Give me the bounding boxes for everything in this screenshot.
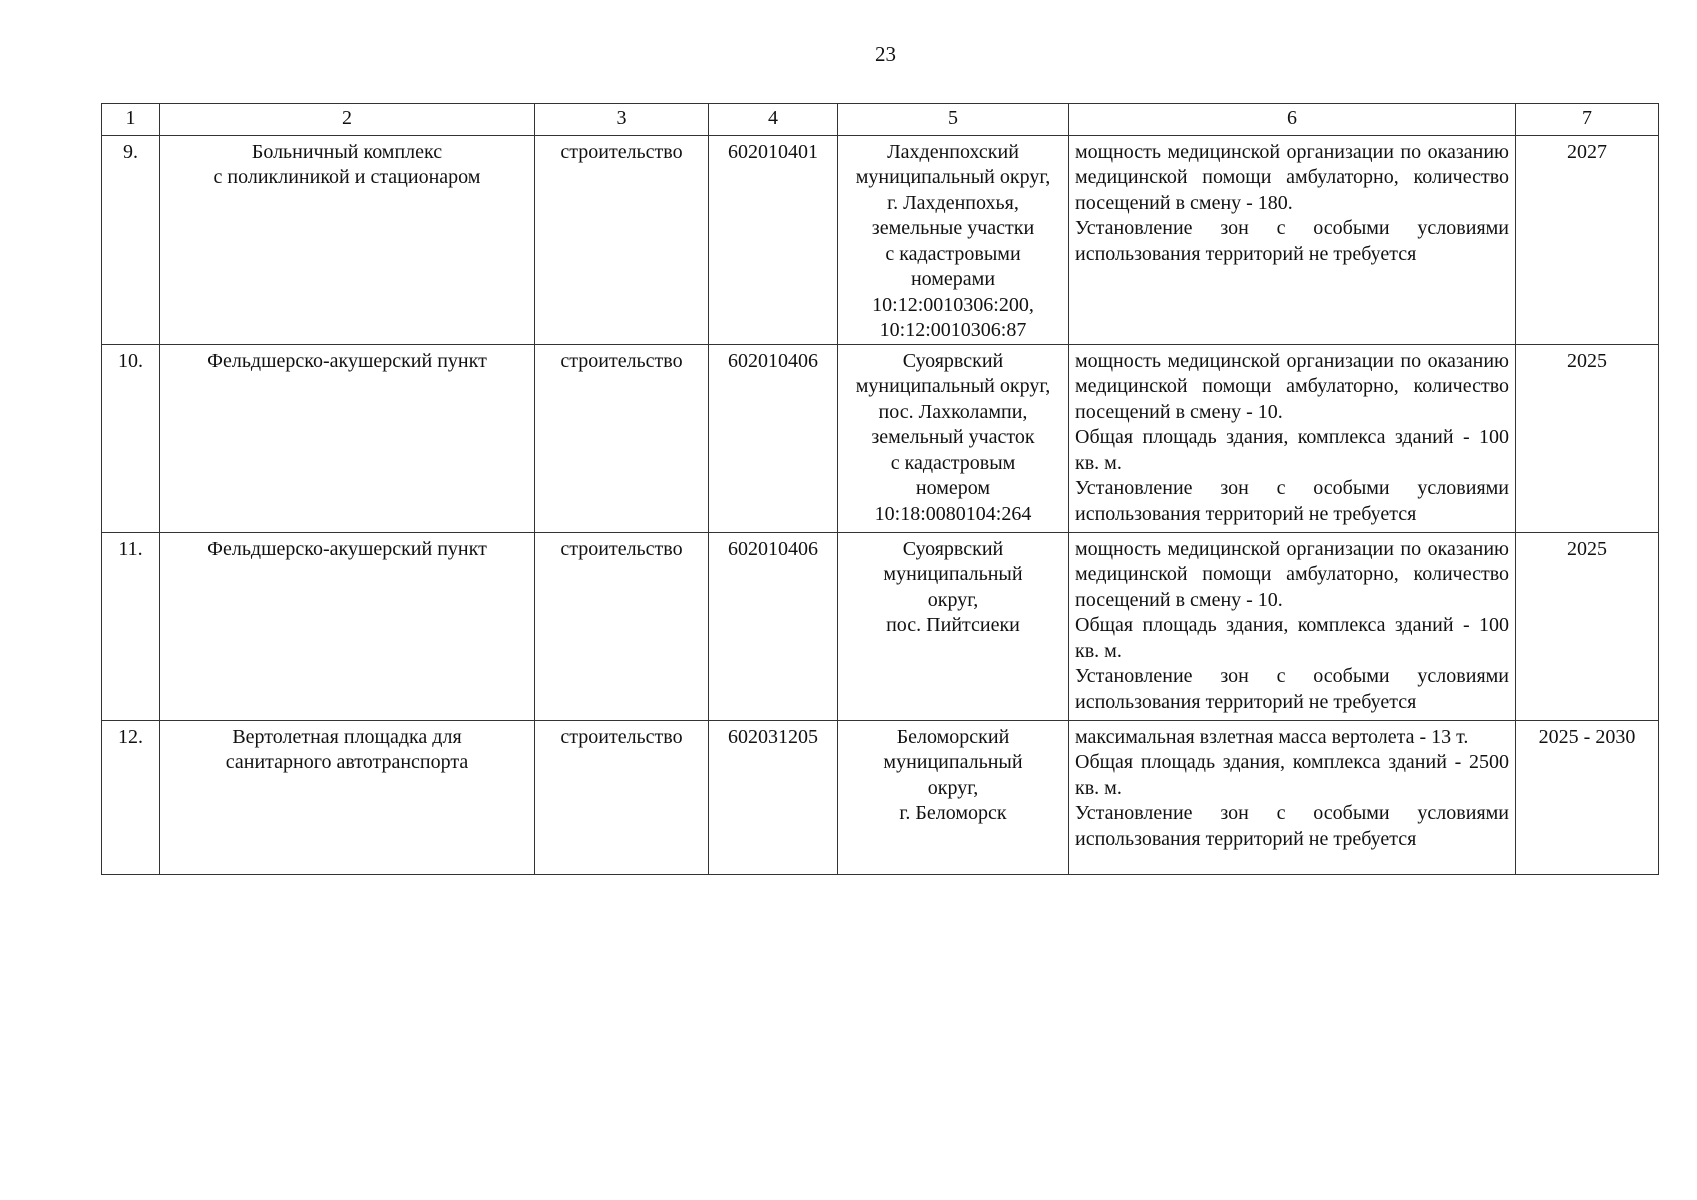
object-location xyxy=(838,532,1069,720)
object-name-line: Вертолетная площадка для xyxy=(232,725,462,748)
object-name xyxy=(160,135,535,344)
location-line: г. Лахденпохья, xyxy=(887,191,1019,214)
location-line: номерами xyxy=(910,268,996,290)
object-characteristics xyxy=(1069,532,1516,720)
page-number: 23 xyxy=(875,42,896,66)
location-line: пос. Пийтсиеки xyxy=(886,614,1020,636)
location-line: пос. Лахколампи, xyxy=(878,400,1028,423)
characteristics-paragraph: максимальная взлетная масса вертолета - 13 т. xyxy=(1075,725,1469,748)
column-header: 4 xyxy=(709,104,838,136)
object-characteristics xyxy=(1069,720,1516,874)
object-location xyxy=(838,135,1069,344)
work-type: строительство xyxy=(535,344,709,532)
header-row xyxy=(102,104,1659,136)
characteristics-paragraph: мощность медицинской организации по оказанию медицинской помощи амбулаторно, количество посещений в смену - 10. xyxy=(1075,537,1509,611)
column-header: 5 xyxy=(838,104,1069,136)
characteristics-paragraph: Общая площадь здания, комплекса зданий - 100 кв. м. xyxy=(1075,614,1509,662)
object-name-line: санитарного автотранспорта xyxy=(225,751,469,773)
characteristics-paragraph: мощность медицинской организации по оказанию медицинской помощи амбулаторно, количество посещений в смену - 180. xyxy=(1075,140,1509,214)
location-line: Беломорский xyxy=(896,725,1010,748)
row-number: 12. xyxy=(102,720,160,874)
row-number: 9. xyxy=(102,135,160,344)
row-number: 10. xyxy=(102,344,160,532)
object-name xyxy=(160,720,535,874)
characteristics-paragraph: мощность медицинской организации по оказанию медицинской помощи амбулаторно, количество посещений в смену - 10. xyxy=(1075,349,1509,423)
object-code: 602010406 xyxy=(709,344,838,532)
location-line: Суоярвский xyxy=(902,349,1004,372)
column-header: 1 xyxy=(102,104,160,136)
object-code: 602031205 xyxy=(709,720,838,874)
location-line: округ, xyxy=(927,776,979,799)
location-line: г. Беломорск xyxy=(899,802,1007,824)
location-line: 10:12:0010306:87 xyxy=(879,319,1027,341)
object-location xyxy=(838,720,1069,874)
characteristics-paragraph: Общая площадь здания, комплекса зданий - 2500 кв. м. xyxy=(1075,751,1509,799)
column-header: 3 xyxy=(535,104,709,136)
object-name-line: с поликлиникой и стационаром xyxy=(213,166,481,188)
location-line: муниципальный округ, xyxy=(855,375,1051,397)
object-name-line: Фельдшерско-акушерский пункт xyxy=(207,349,487,372)
objects-table xyxy=(101,103,1659,875)
completion-year: 2027 xyxy=(1516,135,1659,344)
location-line: муниципальный xyxy=(883,751,1023,773)
column-header: 6 xyxy=(1069,104,1516,136)
work-type: строительство xyxy=(535,720,709,874)
object-code: 602010406 xyxy=(709,532,838,720)
location-line: с кадастровым xyxy=(890,451,1016,474)
table-row xyxy=(102,720,1659,874)
location-line: земельный участок xyxy=(871,426,1035,448)
completion-year: 2025 xyxy=(1516,532,1659,720)
table-row xyxy=(102,532,1659,720)
object-name xyxy=(160,532,535,720)
characteristics-paragraph: Общая площадь здания, комплекса зданий - 100 кв. м. xyxy=(1075,426,1509,474)
location-line: 10:18:0080104:264 xyxy=(874,502,1032,525)
location-line: Суоярвский xyxy=(902,537,1004,560)
location-line: Лахденпохский xyxy=(887,140,1019,163)
object-name-line: Фельдшерско-акушерский пункт xyxy=(207,537,487,560)
object-code: 602010401 xyxy=(709,135,838,344)
location-line: муниципальный xyxy=(883,563,1023,585)
object-name xyxy=(160,344,535,532)
work-type: строительство xyxy=(535,532,709,720)
work-type: строительство xyxy=(535,135,709,344)
column-header: 2 xyxy=(160,104,535,136)
location-line: муниципальный округ, xyxy=(855,166,1051,188)
characteristics-paragraph: Установление зон с особыми условиями использования территорий не требуется xyxy=(1075,802,1509,850)
object-characteristics xyxy=(1069,135,1516,344)
location-line: 10:12:0010306:200, xyxy=(872,293,1034,316)
location-line: номером xyxy=(915,477,991,499)
table-row xyxy=(102,135,1659,344)
object-name-line: Больничный комплекс xyxy=(251,140,443,163)
object-location xyxy=(838,344,1069,532)
column-header: 7 xyxy=(1516,104,1659,136)
completion-year: 2025 - 2030 xyxy=(1516,720,1659,874)
object-characteristics xyxy=(1069,344,1516,532)
characteristics-paragraph: Установление зон с особыми условиями использования территорий не требуется xyxy=(1075,665,1509,713)
completion-year: 2025 xyxy=(1516,344,1659,532)
table-row xyxy=(102,344,1659,532)
location-line: земельные участки xyxy=(871,217,1035,239)
characteristics-paragraph: Установление зон с особыми условиями использования территорий не требуется xyxy=(1075,217,1509,265)
row-number: 11. xyxy=(102,532,160,720)
characteristics-paragraph: Установление зон с особыми условиями использования территорий не требуется xyxy=(1075,477,1509,525)
location-line: округ, xyxy=(927,588,979,611)
location-line: с кадастровыми xyxy=(885,242,1021,265)
